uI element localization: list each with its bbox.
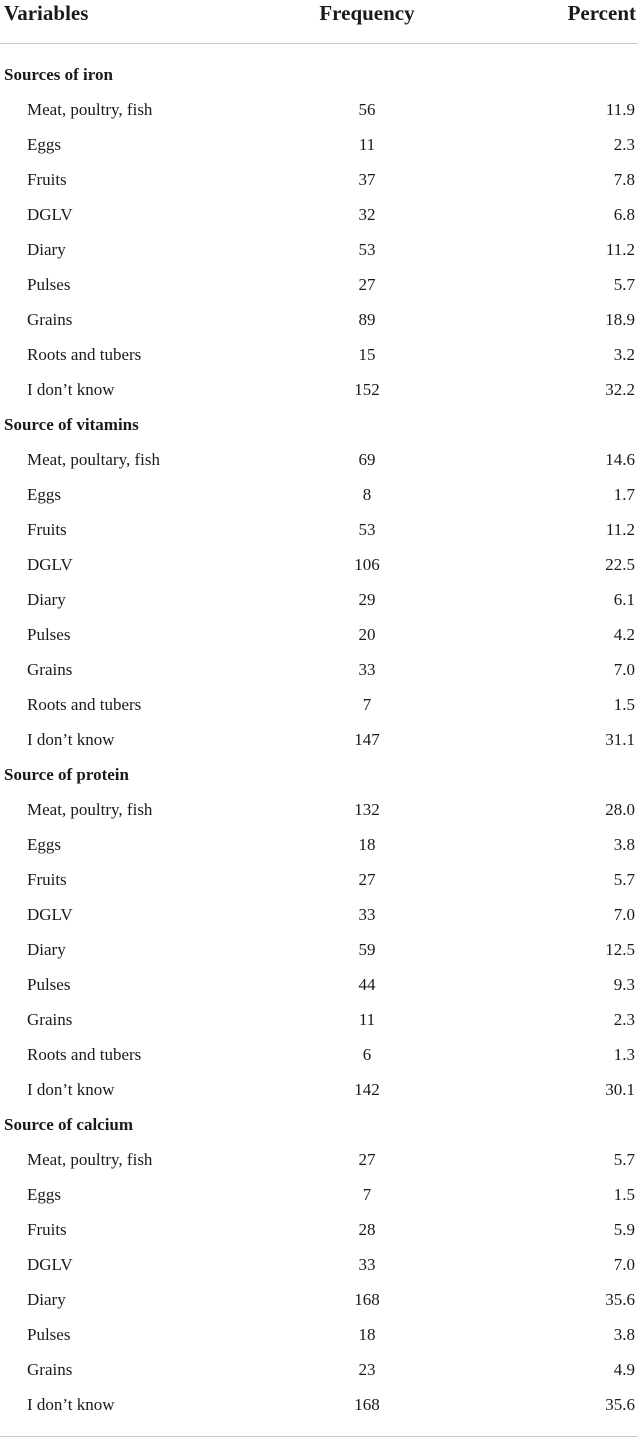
section-title: Source of calcium — [4, 1115, 134, 1134]
table-row — [0, 1179, 638, 1214]
row-frequency: 27 — [358, 870, 376, 889]
row-frequency: 56 — [358, 100, 376, 119]
header-frequency: Frequency — [319, 1, 415, 25]
table-row — [0, 94, 638, 129]
table-row — [0, 899, 638, 934]
table-row — [0, 1074, 638, 1109]
table-row — [0, 1214, 638, 1249]
table-row — [0, 654, 638, 689]
row-label: I don’t know — [27, 380, 115, 399]
table-row — [0, 1284, 638, 1319]
row-frequency: 147 — [354, 730, 380, 749]
row-label: I don’t know — [27, 730, 115, 749]
section-title: Source of vitamins — [4, 415, 139, 434]
row-percent: 35.6 — [605, 1395, 635, 1414]
row-percent: 31.1 — [605, 730, 635, 749]
row-label: Meat, poultry, fish — [27, 100, 153, 119]
table-row — [0, 619, 638, 654]
row-label: Grains — [27, 1010, 73, 1029]
row-percent: 5.7 — [613, 275, 635, 294]
row-label: Diary — [27, 1290, 66, 1309]
row-percent: 1.3 — [613, 1045, 635, 1064]
row-percent: 28.0 — [605, 800, 635, 819]
header-variables: Variables — [4, 1, 89, 25]
row-label: Pulses — [27, 275, 71, 294]
row-frequency: 59 — [358, 940, 376, 959]
row-label: DGLV — [27, 205, 73, 224]
table-row — [0, 129, 638, 164]
row-label: Diary — [27, 240, 66, 259]
row-percent: 3.8 — [613, 1325, 635, 1344]
table-row — [0, 269, 638, 304]
row-frequency: 18 — [358, 1325, 376, 1344]
section-header-row — [0, 759, 638, 794]
row-percent: 3.8 — [613, 835, 635, 854]
table-row — [0, 689, 638, 724]
section-title: Source of protein — [4, 765, 129, 784]
row-percent: 4.2 — [613, 625, 635, 644]
row-frequency: 53 — [358, 240, 376, 259]
row-label: I don’t know — [27, 1395, 115, 1414]
row-percent: 5.7 — [613, 870, 635, 889]
table-row — [0, 1004, 638, 1039]
row-label: Meat, poultry, fish — [27, 800, 153, 819]
row-percent: 7.8 — [613, 170, 635, 189]
row-percent: 5.7 — [613, 1150, 635, 1169]
row-percent: 11.2 — [605, 520, 635, 539]
row-label: Eggs — [27, 485, 61, 504]
row-frequency: 132 — [354, 800, 380, 819]
row-label: DGLV — [27, 555, 73, 574]
table-row — [0, 864, 638, 899]
row-frequency: 23 — [358, 1360, 376, 1379]
row-frequency: 33 — [358, 905, 376, 924]
table-row — [0, 444, 638, 479]
row-label: Fruits — [27, 1220, 67, 1239]
row-label: DGLV — [27, 905, 73, 924]
row-label: I don’t know — [27, 1080, 115, 1099]
row-frequency: 11 — [358, 1010, 376, 1029]
table-row — [0, 164, 638, 199]
row-frequency: 33 — [358, 1255, 376, 1274]
row-frequency: 27 — [358, 275, 376, 294]
row-frequency: 33 — [358, 660, 376, 679]
table-row — [0, 374, 638, 409]
row-label: Meat, poultary, fish — [27, 450, 160, 469]
row-label: Roots and tubers — [27, 695, 142, 714]
section-title: Sources of iron — [4, 65, 113, 84]
row-percent: 5.9 — [613, 1220, 635, 1239]
row-percent: 12.5 — [605, 940, 635, 959]
row-percent: 32.2 — [605, 380, 635, 399]
row-percent: 1.7 — [613, 485, 635, 504]
table-row — [0, 339, 638, 374]
row-percent: 11.2 — [605, 240, 635, 259]
row-label: Pulses — [27, 975, 71, 994]
row-percent: 9.3 — [613, 975, 635, 994]
table-row — [0, 1039, 638, 1074]
row-frequency: 69 — [358, 450, 376, 469]
row-label: Fruits — [27, 170, 67, 189]
row-frequency: 7 — [362, 1185, 372, 1204]
table-row — [0, 969, 638, 1004]
row-frequency: 32 — [358, 205, 376, 224]
table-row — [0, 1354, 638, 1389]
row-percent: 7.0 — [613, 1255, 635, 1274]
row-frequency: 152 — [354, 380, 380, 399]
row-label: Diary — [27, 940, 66, 959]
row-frequency: 168 — [354, 1290, 380, 1309]
row-frequency: 18 — [358, 835, 376, 854]
row-percent: 1.5 — [613, 695, 635, 714]
table-row — [0, 514, 638, 549]
row-percent: 35.6 — [605, 1290, 635, 1309]
row-percent: 4.9 — [613, 1360, 635, 1379]
table-row — [0, 234, 638, 269]
row-frequency: 29 — [358, 590, 376, 609]
row-percent: 6.8 — [613, 205, 635, 224]
row-frequency: 8 — [362, 485, 372, 504]
row-percent: 7.0 — [613, 660, 635, 679]
row-label: Eggs — [27, 1185, 61, 1204]
table-row — [0, 1249, 638, 1284]
section-header-row — [0, 1109, 638, 1144]
row-percent: 11.9 — [605, 100, 635, 119]
table-row — [0, 1144, 638, 1179]
table-row — [0, 724, 638, 759]
table-row — [0, 304, 638, 339]
section-header-row — [0, 409, 638, 444]
row-frequency: 37 — [358, 170, 376, 189]
row-frequency: 142 — [354, 1080, 380, 1099]
table-row — [0, 479, 638, 514]
row-percent: 22.5 — [605, 555, 635, 574]
row-percent: 30.1 — [605, 1080, 635, 1099]
table-row — [0, 549, 638, 584]
row-frequency: 11 — [358, 135, 376, 154]
row-percent: 3.2 — [613, 345, 635, 364]
table-row — [0, 829, 638, 864]
row-label: Meat, poultry, fish — [27, 1150, 153, 1169]
section-header-row — [0, 59, 638, 94]
row-label: Eggs — [27, 135, 61, 154]
row-label: Grains — [27, 1360, 73, 1379]
row-label: Pulses — [27, 625, 71, 644]
row-label: Eggs — [27, 835, 61, 854]
row-percent: 1.5 — [613, 1185, 635, 1204]
row-frequency: 27 — [358, 1150, 376, 1169]
row-frequency: 6 — [362, 1045, 372, 1064]
row-label: Roots and tubers — [27, 345, 142, 364]
row-percent: 6.1 — [613, 590, 635, 609]
table-row — [0, 1389, 638, 1424]
table-row — [0, 794, 638, 829]
row-frequency: 168 — [354, 1395, 380, 1414]
row-percent: 18.9 — [605, 310, 635, 329]
row-frequency: 44 — [358, 975, 376, 994]
row-percent: 2.3 — [613, 1010, 635, 1029]
row-percent: 14.6 — [605, 450, 635, 469]
table-row — [0, 584, 638, 619]
row-frequency: 15 — [358, 345, 376, 364]
table-row — [0, 199, 638, 234]
table-row — [0, 1319, 638, 1354]
row-frequency: 7 — [362, 695, 372, 714]
row-frequency: 106 — [354, 555, 380, 574]
row-label: Pulses — [27, 1325, 71, 1344]
header-percent: Percent — [567, 1, 636, 25]
row-frequency: 53 — [358, 520, 376, 539]
row-label: Fruits — [27, 870, 67, 889]
row-frequency: 20 — [358, 625, 376, 644]
row-frequency: 89 — [358, 310, 376, 329]
row-label: Roots and tubers — [27, 1045, 142, 1064]
row-percent: 7.0 — [613, 905, 635, 924]
row-label: DGLV — [27, 1255, 73, 1274]
row-label: Fruits — [27, 520, 67, 539]
row-frequency: 28 — [358, 1220, 376, 1239]
row-percent: 2.3 — [613, 135, 635, 154]
row-label: Grains — [27, 660, 73, 679]
row-label: Diary — [27, 590, 66, 609]
table-row — [0, 934, 638, 969]
bottom-rule — [0, 1436, 638, 1437]
row-label: Grains — [27, 310, 73, 329]
